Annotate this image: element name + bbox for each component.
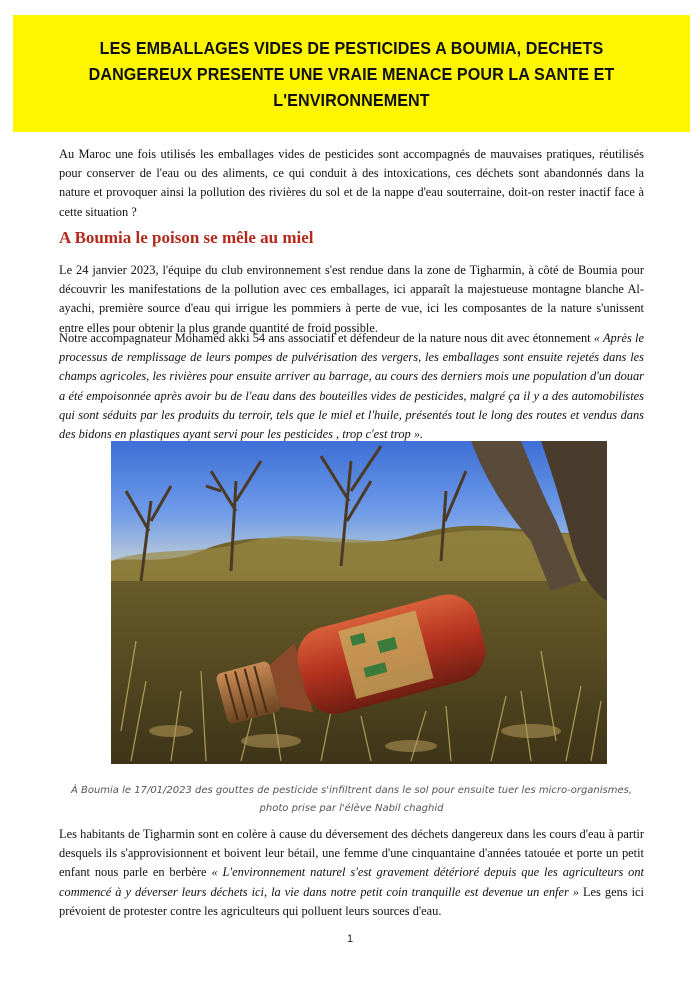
body3-intro: Les habitants de Tigharmin sont en colère à cause du déversement des déchets dangereux dans les cours d'eau à partir desquels ils s'approvisionnent et boivent leur bétail, une femme d'une cinquantaine d'années tatouée et porte un petit enfant nous parle en berbère	[59, 827, 644, 880]
body3-quote: « L'environnement naturel s'est gravement détérioré depuis que les agriculteurs ont commencé à y déverser leurs déchets ici, la vie dans notre petit coin tranquille est devenue un enfer »	[59, 865, 644, 899]
photo-caption: À Boumia le 17/01/2023 des gouttes de pesticide s'infiltrent dans le sol pour ensuite tuer les micro-organismes, photo prise par l'élève Nabil chaghid	[70, 785, 633, 814]
page-title: LES EMBALLAGES VIDES DE PESTICIDES A BOUMIA, DECHETS DANGEREUX PRESENTE UNE VRAIE MENACE POUR LA SANTE ET L'ENVIRONNEMENT	[88, 37, 615, 110]
body3-end: Les gens ici prévoient de protester contre les agriculteurs qui polluent leurs sources d'eau.	[59, 884, 644, 918]
intro-paragraph: Au Maroc une fois utilisés les emballages vides de pesticides sont accompagnés de mauvaises pratiques, réutilisés pour conserver de l'eau ou des aliments, ce qui conduit à des intoxications, ces déchets sont abandonnés dans la nature et provoquer ainsi la pollution des rivières du sol et de la nappe d'eau souterraine, doit-on rester inactif face à cette situation ?	[59, 147, 644, 219]
body2-intro: Notre accompagnateur Mohamed akki 54 ans associatif et défendeur de la nature nous dit avec étonnement	[59, 331, 594, 345]
body-paragraph-1: Le 24 janvier 2023, l'équipe du club environnement s'est rendue dans la zone de Tigharmin, à côté de Boumia pour découvrir les manifestations de la pollution avec ces emballages, ici apparaît la majestueuse montagne blanche Al-ayachi, première source d'eau qui irrigue les pommiers à perte de vue, ici les composantes de la nature s'unissent entre elles pour obtenir la plus grande quantité de froid possible.	[59, 263, 644, 335]
page-number: 1	[346, 933, 354, 945]
title-banner	[13, 15, 690, 132]
body-paragraph-3	[59, 825, 644, 921]
pesticide-bottle-photo	[111, 441, 607, 764]
body-paragraph-2	[59, 329, 644, 444]
section-heading: A Boumia le poison se mêle au miel	[59, 228, 314, 247]
body2-quote: « Après le processus de remplissage de leurs pompes de pulvérisation des vergers, les emballages sont ensuite rejetés dans les champs agricoles, les rivières pour ensuite arriver au barrage, au cours des derniers mois une population d'un douar a été empoisonnée après avoir bu de l'eau dans des bouteilles vides de pesticides, malgré ça il y a des automobilistes qui sont séduits par les produits du terroir, tels que le miel et l'huile, présentés tout le long des routes et vendus dans des bidons en plastiques ayant servi pour les pesticides , trop c'est trop ».	[59, 331, 644, 442]
